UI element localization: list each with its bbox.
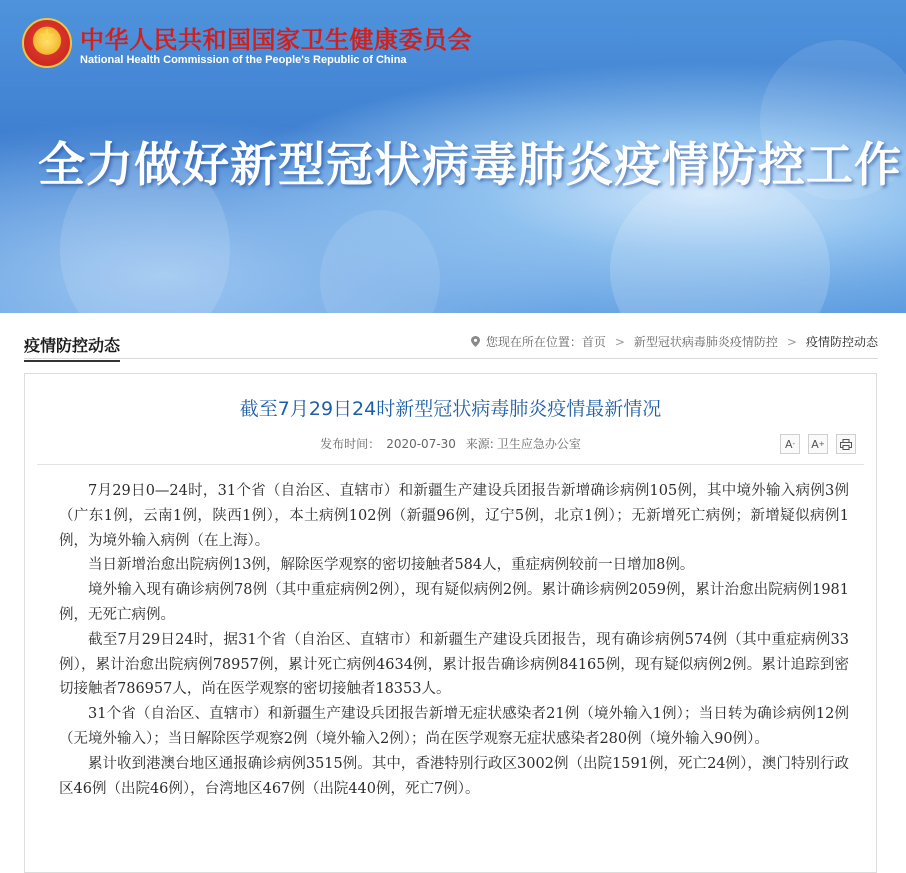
print-button[interactable] <box>836 434 856 454</box>
article-paragraph: 截至7月29日24时，据31个省（自治区、直辖市）和新疆生产建设兵团报告，现有确诊病例574例（其中重症病例33例），累计治愈出院病例78957例，累计死亡病例4634例，累计报告确诊病例84165例，现有疑似病例2例。累计追踪到密切接触者786957人，尚在医学观察的密切接触者18353人。 <box>59 631 849 698</box>
banner-decoration <box>320 210 440 313</box>
org-name-en: National Health Commission of the People's Republic of China <box>80 54 407 66</box>
breadcrumb-home-link[interactable]: 首页 <box>581 335 606 349</box>
breadcrumb-prefix: 您现在所在位置： <box>485 335 582 349</box>
header-banner <box>0 0 906 313</box>
section-divider <box>24 358 878 359</box>
article-source: 卫生应急办公室 <box>496 437 581 451</box>
print-icon <box>840 439 852 450</box>
breadcrumb-separator: > <box>614 334 625 349</box>
location-pin-icon <box>471 336 480 347</box>
org-name-cn[interactable]: 中华人民共和国国家卫生健康委员会 <box>80 25 472 54</box>
article-body <box>59 479 849 801</box>
breadcrumb-separator: > <box>786 334 797 349</box>
date-label: 发布时间： <box>320 437 381 451</box>
article-meta <box>25 435 876 452</box>
breadcrumb <box>471 333 878 350</box>
article-paragraph: 当日新增治愈出院病例13例，解除医学观察的密切接触者584人，重症病例较前一日增加8例。 <box>88 557 695 574</box>
article-paragraph: 31个省（自治区、直辖市）和新疆生产建设兵团报告新增无症状感染者21例（境外输入1例）；当日转为确诊病例12例（无境外输入）；当日解除医学观察2例（境外输入2例）；尚在医学观察无症状感染者280例（境外输入90例）。 <box>59 706 849 747</box>
national-emblem-icon[interactable]: ★ <box>22 18 72 68</box>
breadcrumb-covid-link[interactable]: 新型冠状病毒肺炎疫情防控 <box>633 335 778 349</box>
article-title: 截至7月29日24时新型冠状病毒肺炎疫情最新情况 <box>239 398 662 420</box>
section-title: 疫情防控动态 <box>24 333 120 362</box>
article-container <box>24 373 877 873</box>
publish-date: 2020-07-30 <box>386 437 456 451</box>
banner-slogan: 全力做好新型冠状病毒肺炎疫情防控工作 <box>38 138 902 193</box>
font-larger-button[interactable]: A + <box>808 434 828 454</box>
article-tools <box>780 434 856 454</box>
breadcrumb-current-link[interactable]: 疫情防控动态 <box>805 335 878 349</box>
font-smaller-button[interactable]: A - <box>780 434 800 454</box>
article-divider <box>37 464 864 465</box>
article-paragraph: 累计收到港澳台地区通报确诊病例3515例。其中，香港特别行政区3002例（出院1591例，死亡24例），澳门特别行政区46例（出院46例），台湾地区467例（出院440例，死亡7例）。 <box>59 755 849 797</box>
source-label: 来源: <box>465 437 494 451</box>
article-paragraph: 7月29日0—24时，31个省（自治区、直辖市）和新疆生产建设兵团报告新增确诊病例105例，其中境外输入病例3例（广东1例，云南1例，陕西1例），本土病例102例（新疆96例，辽宁5例，北京1例）；无新增死亡病例；新增疑似病例1例，为境外输入病例（在上海）。 <box>59 483 849 549</box>
article-paragraph: 境外输入现有确诊病例78例（其中重症病例2例），现有疑似病例2例。累计确诊病例2059例，累计治愈出院病例1981例，无死亡病例。 <box>59 582 849 623</box>
